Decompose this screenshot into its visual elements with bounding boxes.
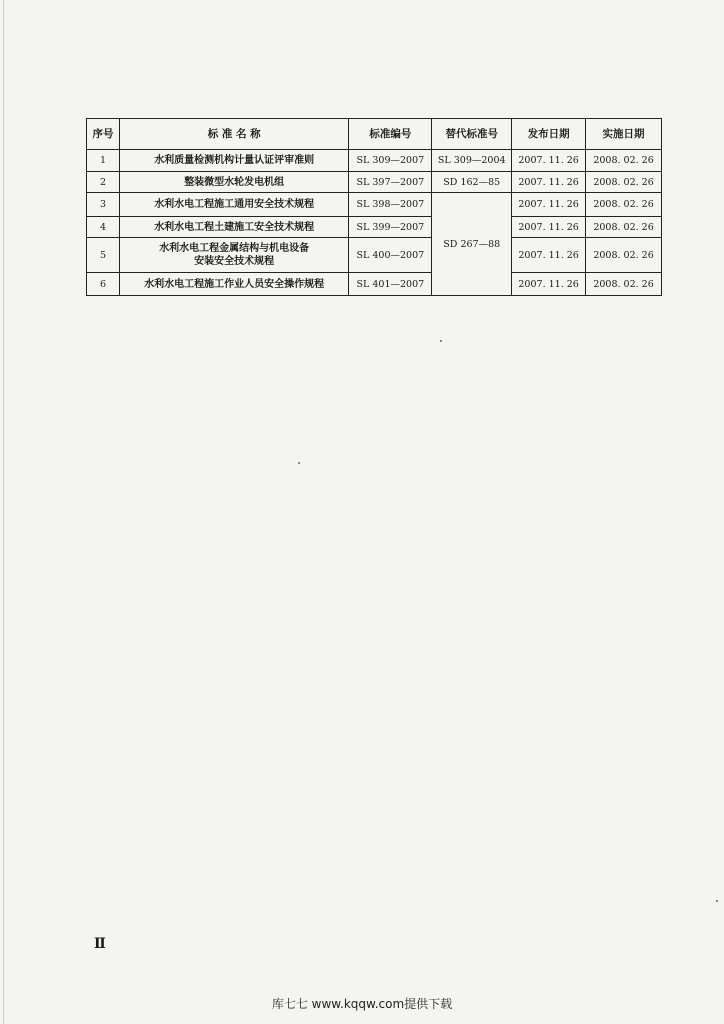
row-published: 2007. 11. 26 (512, 172, 586, 193)
scan-speck (716, 900, 718, 902)
row-published: 2007. 11. 26 (512, 238, 586, 273)
row-code: SL 309—2007 (349, 150, 432, 172)
row-replaced: SL 309—2004 (432, 150, 512, 172)
page-number: Ⅱ (94, 936, 105, 952)
row-name: 水利水电工程施工通用安全技术规程 (119, 193, 348, 217)
row-implemented: 2008. 02. 26 (586, 193, 662, 217)
table-row (87, 172, 662, 193)
row-no: 4 (87, 217, 120, 238)
row-code: SL 398—2007 (349, 193, 432, 217)
header-implemented: 实施日期 (586, 119, 662, 150)
row-code: SL 401—2007 (349, 273, 432, 296)
row-no: 2 (87, 172, 120, 193)
table-header-row (87, 119, 662, 150)
row-code: SL 400—2007 (349, 238, 432, 273)
row-name-line-1: 水利水电工程金属结构与机电设备 (159, 243, 310, 254)
header-replaced: 替代标准号 (432, 119, 512, 150)
row-name: 整装微型水轮发电机组 (119, 172, 348, 193)
table-row (87, 217, 662, 238)
standards-table (86, 118, 662, 296)
row-no: 6 (87, 273, 120, 296)
row-no: 1 (87, 150, 120, 172)
scan-speck (440, 340, 442, 342)
header-code: 标准编号 (349, 119, 432, 150)
row-implemented: 2008. 02. 26 (586, 273, 662, 296)
header-published: 发布日期 (512, 119, 586, 150)
row-code: SL 399—2007 (349, 217, 432, 238)
table-row (87, 238, 662, 273)
row-code: SL 397—2007 (349, 172, 432, 193)
row-name: 水利质量检测机构计量认证评审准则 (119, 150, 348, 172)
row-implemented: 2008. 02. 26 (586, 238, 662, 273)
table-row (87, 273, 662, 296)
row-replaced: SD 162—85 (432, 172, 512, 193)
row-implemented: 2008. 02. 26 (586, 217, 662, 238)
row-name (119, 238, 348, 273)
footer-download-note: 库七七 www.kqqw.com提供下载 (271, 997, 453, 1011)
page-left-edge (3, 0, 4, 1024)
row-no: 5 (87, 238, 120, 273)
row-name-line-2: 安装安全技术规程 (194, 256, 275, 267)
table-row (87, 150, 662, 172)
scan-speck (298, 462, 300, 464)
row-name: 水利水电工程土建施工安全技术规程 (119, 217, 348, 238)
row-name: 水利水电工程施工作业人员安全操作规程 (119, 273, 348, 296)
row-published: 2007. 11. 26 (512, 150, 586, 172)
row-published: 2007. 11. 26 (512, 193, 586, 217)
row-implemented: 2008. 02. 26 (586, 150, 662, 172)
table-row (87, 193, 662, 217)
header-no: 序号 (87, 119, 120, 150)
row-published: 2007. 11. 26 (512, 217, 586, 238)
row-no: 3 (87, 193, 120, 217)
header-name: 标 准 名 称 (119, 119, 348, 150)
merged-replaced-cell: SD 267—88 (432, 193, 512, 296)
row-published: 2007. 11. 26 (512, 273, 586, 296)
row-implemented: 2008. 02. 26 (586, 172, 662, 193)
